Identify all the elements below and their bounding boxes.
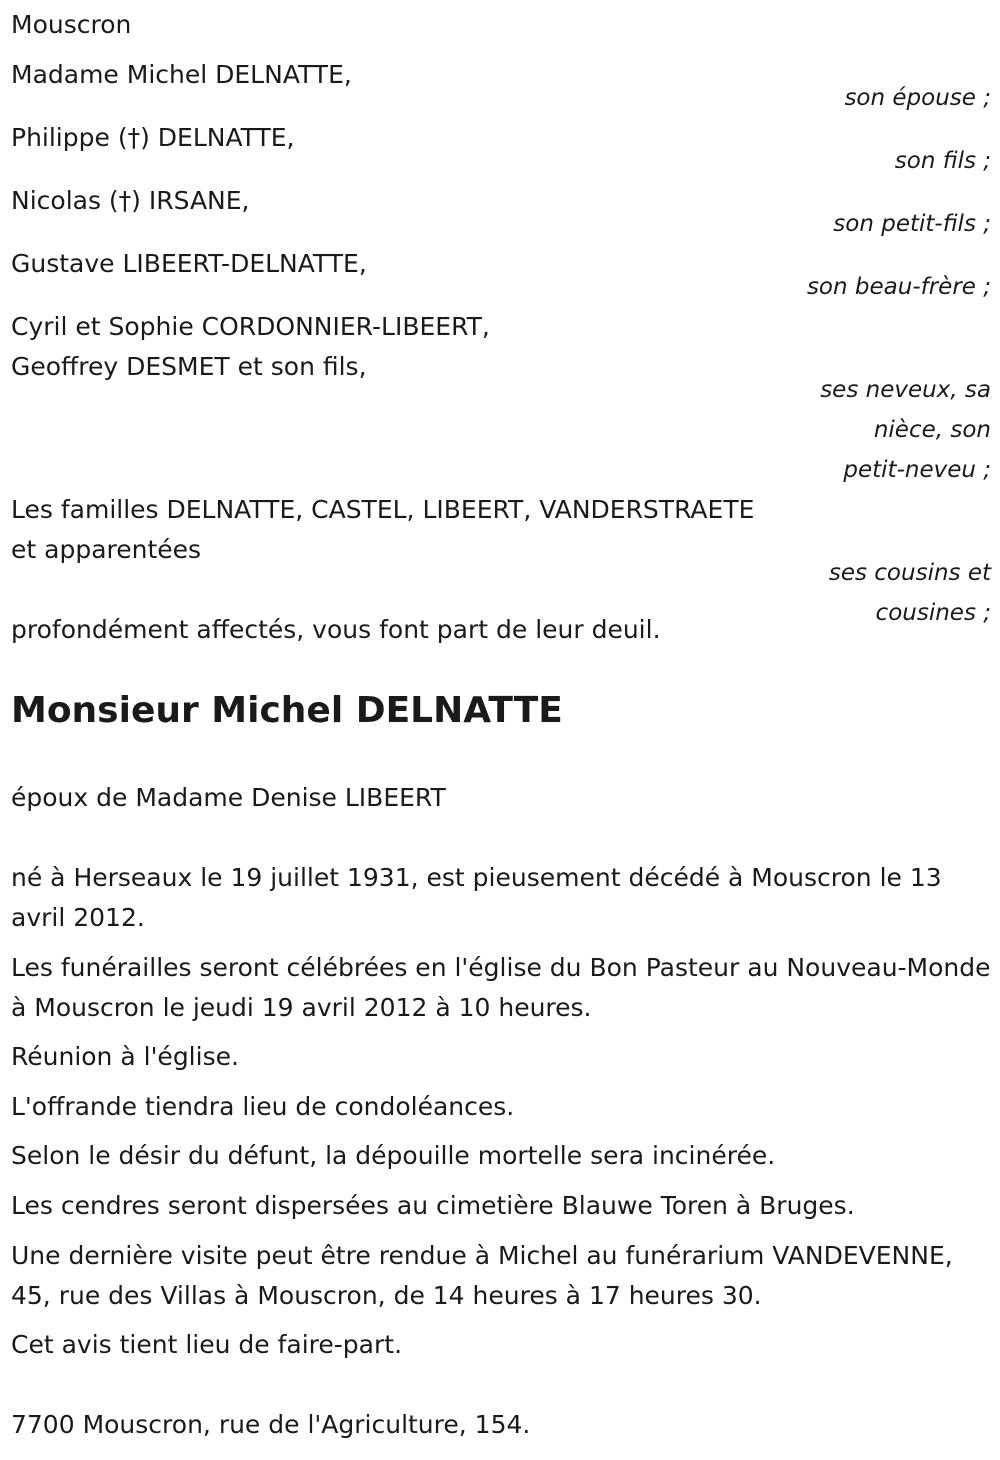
family-member-role: son beau-frère ; (806, 274, 991, 300)
deceased-name: Monsieur Michel DELNATTE (11, 690, 563, 731)
nephews-role-line: nièce, son (873, 417, 991, 443)
family-member-name: Nicolas (†) IRSANE, (11, 186, 250, 215)
notice-paragraph: Cet avis tient lieu de faire-part. (11, 1330, 403, 1359)
nephews-role-line: ses neveux, sa (820, 377, 991, 403)
birth-death-paragraph: né à Herseaux le 19 juillet 1931, est pieusement décédé à Mouscron le 13 avril 2012. (11, 863, 942, 932)
family-member-name: Philippe (†) DELNATTE, (11, 123, 295, 152)
location: Mouscron (11, 10, 132, 39)
family-member-name: Madame Michel DELNATTE, (11, 60, 352, 89)
ashes-paragraph: Les cendres seront dispersées au cimetière Blauwe Toren à Bruges. (11, 1191, 855, 1220)
family-member-role: son fils ; (894, 148, 991, 174)
nephews-name-line: Geoffrey DESMET et son fils, (11, 352, 367, 381)
nephews-role-line: petit-neveu ; (843, 457, 991, 483)
families-role-line: ses cousins et (828, 560, 991, 586)
families-role-line: cousines ; (875, 600, 991, 626)
offering-paragraph: L'offrande tiendra lieu de condoléances. (11, 1092, 515, 1121)
address: 7700 Mouscron, rue de l'Agriculture, 154. (11, 1410, 531, 1439)
nephews-name-line: Cyril et Sophie CORDONNIER-LIBEERT, (11, 312, 490, 341)
funeral-paragraph: Les funérailles seront célébrées en l'église du Bon Pasteur au Nouveau-Monde à Mouscron le jeudi 19 avril 2012 à 10 heures. (11, 953, 991, 1022)
family-member-role: son épouse ; (844, 85, 991, 111)
families-name-line: et apparentées (11, 535, 202, 564)
visit-paragraph: Une dernière visite peut être rendue à Michel au funérarium VANDEVENNE, 45, rue des Villas à Mouscron, de 14 heures à 17 heures 30. (11, 1241, 953, 1310)
cremation-paragraph: Selon le désir du défunt, la dépouille mortelle sera incinérée. (11, 1141, 776, 1170)
family-member-role: son petit-fils ; (833, 211, 991, 237)
spouse-line: époux de Madame Denise LIBEERT (11, 783, 446, 812)
reunion-paragraph: Réunion à l'église. (11, 1042, 239, 1071)
families-name-line: Les familles DELNATTE, CASTEL, LIBEERT, VANDERSTRAETE (11, 495, 755, 524)
family-member-name: Gustave LIBEERT-DELNATTE, (11, 249, 367, 278)
closing-intro: profondément affectés, vous font part de leur deuil. (11, 615, 661, 644)
